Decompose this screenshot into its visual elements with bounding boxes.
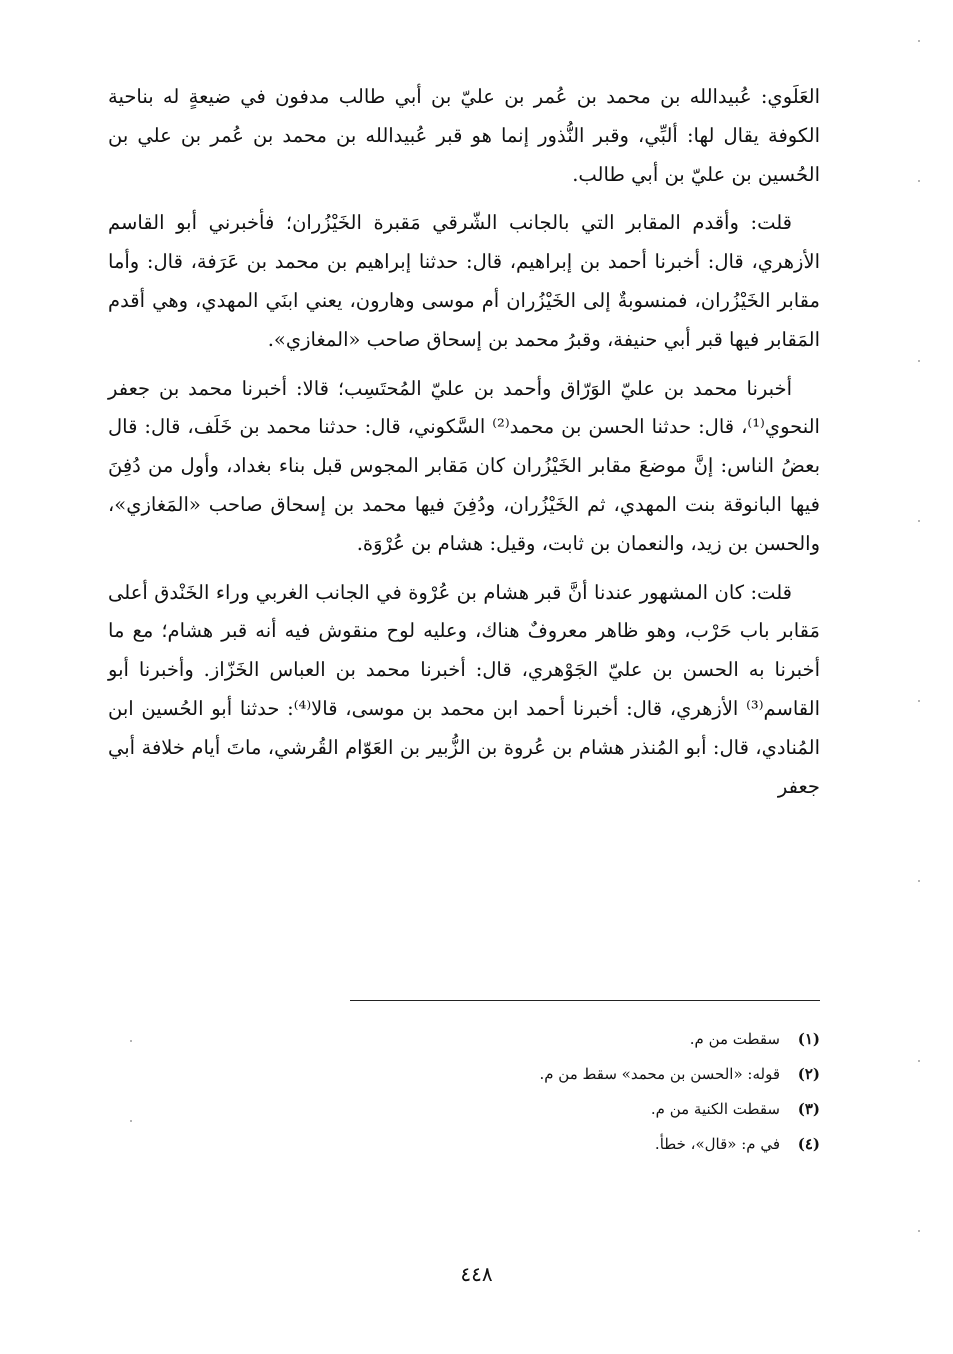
footnote-separator — [350, 1000, 820, 1001]
footnote-2 — [220, 1057, 820, 1092]
footnote-1 — [220, 1022, 820, 1057]
scan-speck — [130, 1120, 132, 1122]
scan-speck — [130, 1040, 132, 1042]
footnote-text: سقطت من م. — [689, 1030, 780, 1048]
paragraph-1: العَلَوي: عُبيدالله بن محمد بن عُمر بن عليّ بن أبي طالب مدفون في ضيعةٍ له بناحية الكوفة يقال لها: ألبِّي، وقبر النُّذور إنما هو قبر عُبيدالله بن محمد بن عُمر بن علي بن الحُسين بن عليّ بن أبي طالب. — [108, 85, 820, 186]
scan-speck — [918, 880, 920, 882]
footnote-number: (٣) — [797, 1100, 820, 1118]
footnote-number: (٢) — [797, 1065, 820, 1083]
paragraph-4: قلت: كان المشهور عندنا أنَّ قبر هشام بن عُرْوة في الجانب الغربي وراء الخَنْدق أعلى مَقابر باب حَرْب، وهو ظاهر معروفٌ هناك، وعليه لوح منقوش فيه أنه قبر هشام؛ مع ما أخبرنا به الحسن بن عليّ الجَوْهري، قال: أخبرنا محمد بن العباس الخَزّاز. وأخبرنا أبو القاسم⁽³⁾ الأزهري، قال: أخبرنا أحمد ابن محمد بن موسى، قالا⁽⁴⁾: حدثنا أبو الحُسين ابن المُنادي، قال: أبو المُنذر هشام بن عُروة بن الزُّبير بن العَوّام القُرشي، ماتَ أيام خلافة أبي جعفر — [108, 580, 820, 798]
footnote-number: (٤) — [797, 1135, 820, 1153]
footnote-4 — [220, 1127, 820, 1162]
scan-speck — [918, 700, 920, 702]
scan-speck — [918, 180, 920, 182]
main-text — [108, 78, 820, 806]
footnotes — [220, 1022, 820, 1162]
scan-speck — [918, 1060, 920, 1062]
footnote-number: (١) — [797, 1030, 820, 1048]
footnote-text: سقطت الكنية من م. — [650, 1100, 780, 1118]
paragraph-2: قلت: وأقدم المقابر التي بالجانب الشّرقي مَقبرة الخَيْزُران؛ فأخبرني أبو القاسم الأزهري، قال: أخبرنا أحمد بن إبراهيم، قال: حدثنا إبراهيم بن محمد بن عَرَفة، قال: وأما مقابر الخَيْزُران، فمنسوبةٌ إلى الخَيْزُران أم موسى وهارون، يعني ابنَي المهدي، وهي أقدم المَقابر فيها قبر أبي حنيفة، وقبرُ محمد بن إسحاق صاحب «المغازي». — [108, 211, 820, 351]
footnote-text: في م: «قال»، خطأ. — [654, 1135, 780, 1153]
page-number: ٤٤٨ — [460, 1262, 493, 1286]
scan-speck — [918, 360, 920, 362]
footnote-text: قوله: «الحسن بن محمد» سقط من م. — [539, 1065, 780, 1083]
scan-speck — [918, 1230, 920, 1232]
paragraph-3: أخبرنا محمد بن عليّ الوَرّاق وأحمد بن عليّ المُحتَسِب؛ قالا: أخبرنا محمد بن جعفر النحوي⁽¹⁾، قال: حدثنا الحسن بن محمد⁽²⁾ السَّكوني، قال: حدثنا محمد بن خَلَف، قال: قال بعضُ الناس: إنَّ موضعَ مقابر الخَيْزُران كان مَقابر المجوس قبل بناء بغداد، وأول من دُفِنَ فيها البانوقة بنت المهدي، ثم الخَيْزُران، ودُفِنَ فيها محمد بن إسحاق صاحب «المَغازي»، والحسن بن زيد، والنعمان بن ثابت، وقيل: هشام بن عُرْوَة. — [108, 376, 820, 555]
footnote-3 — [220, 1092, 820, 1127]
scan-speck — [918, 520, 920, 522]
scan-speck — [918, 40, 920, 42]
